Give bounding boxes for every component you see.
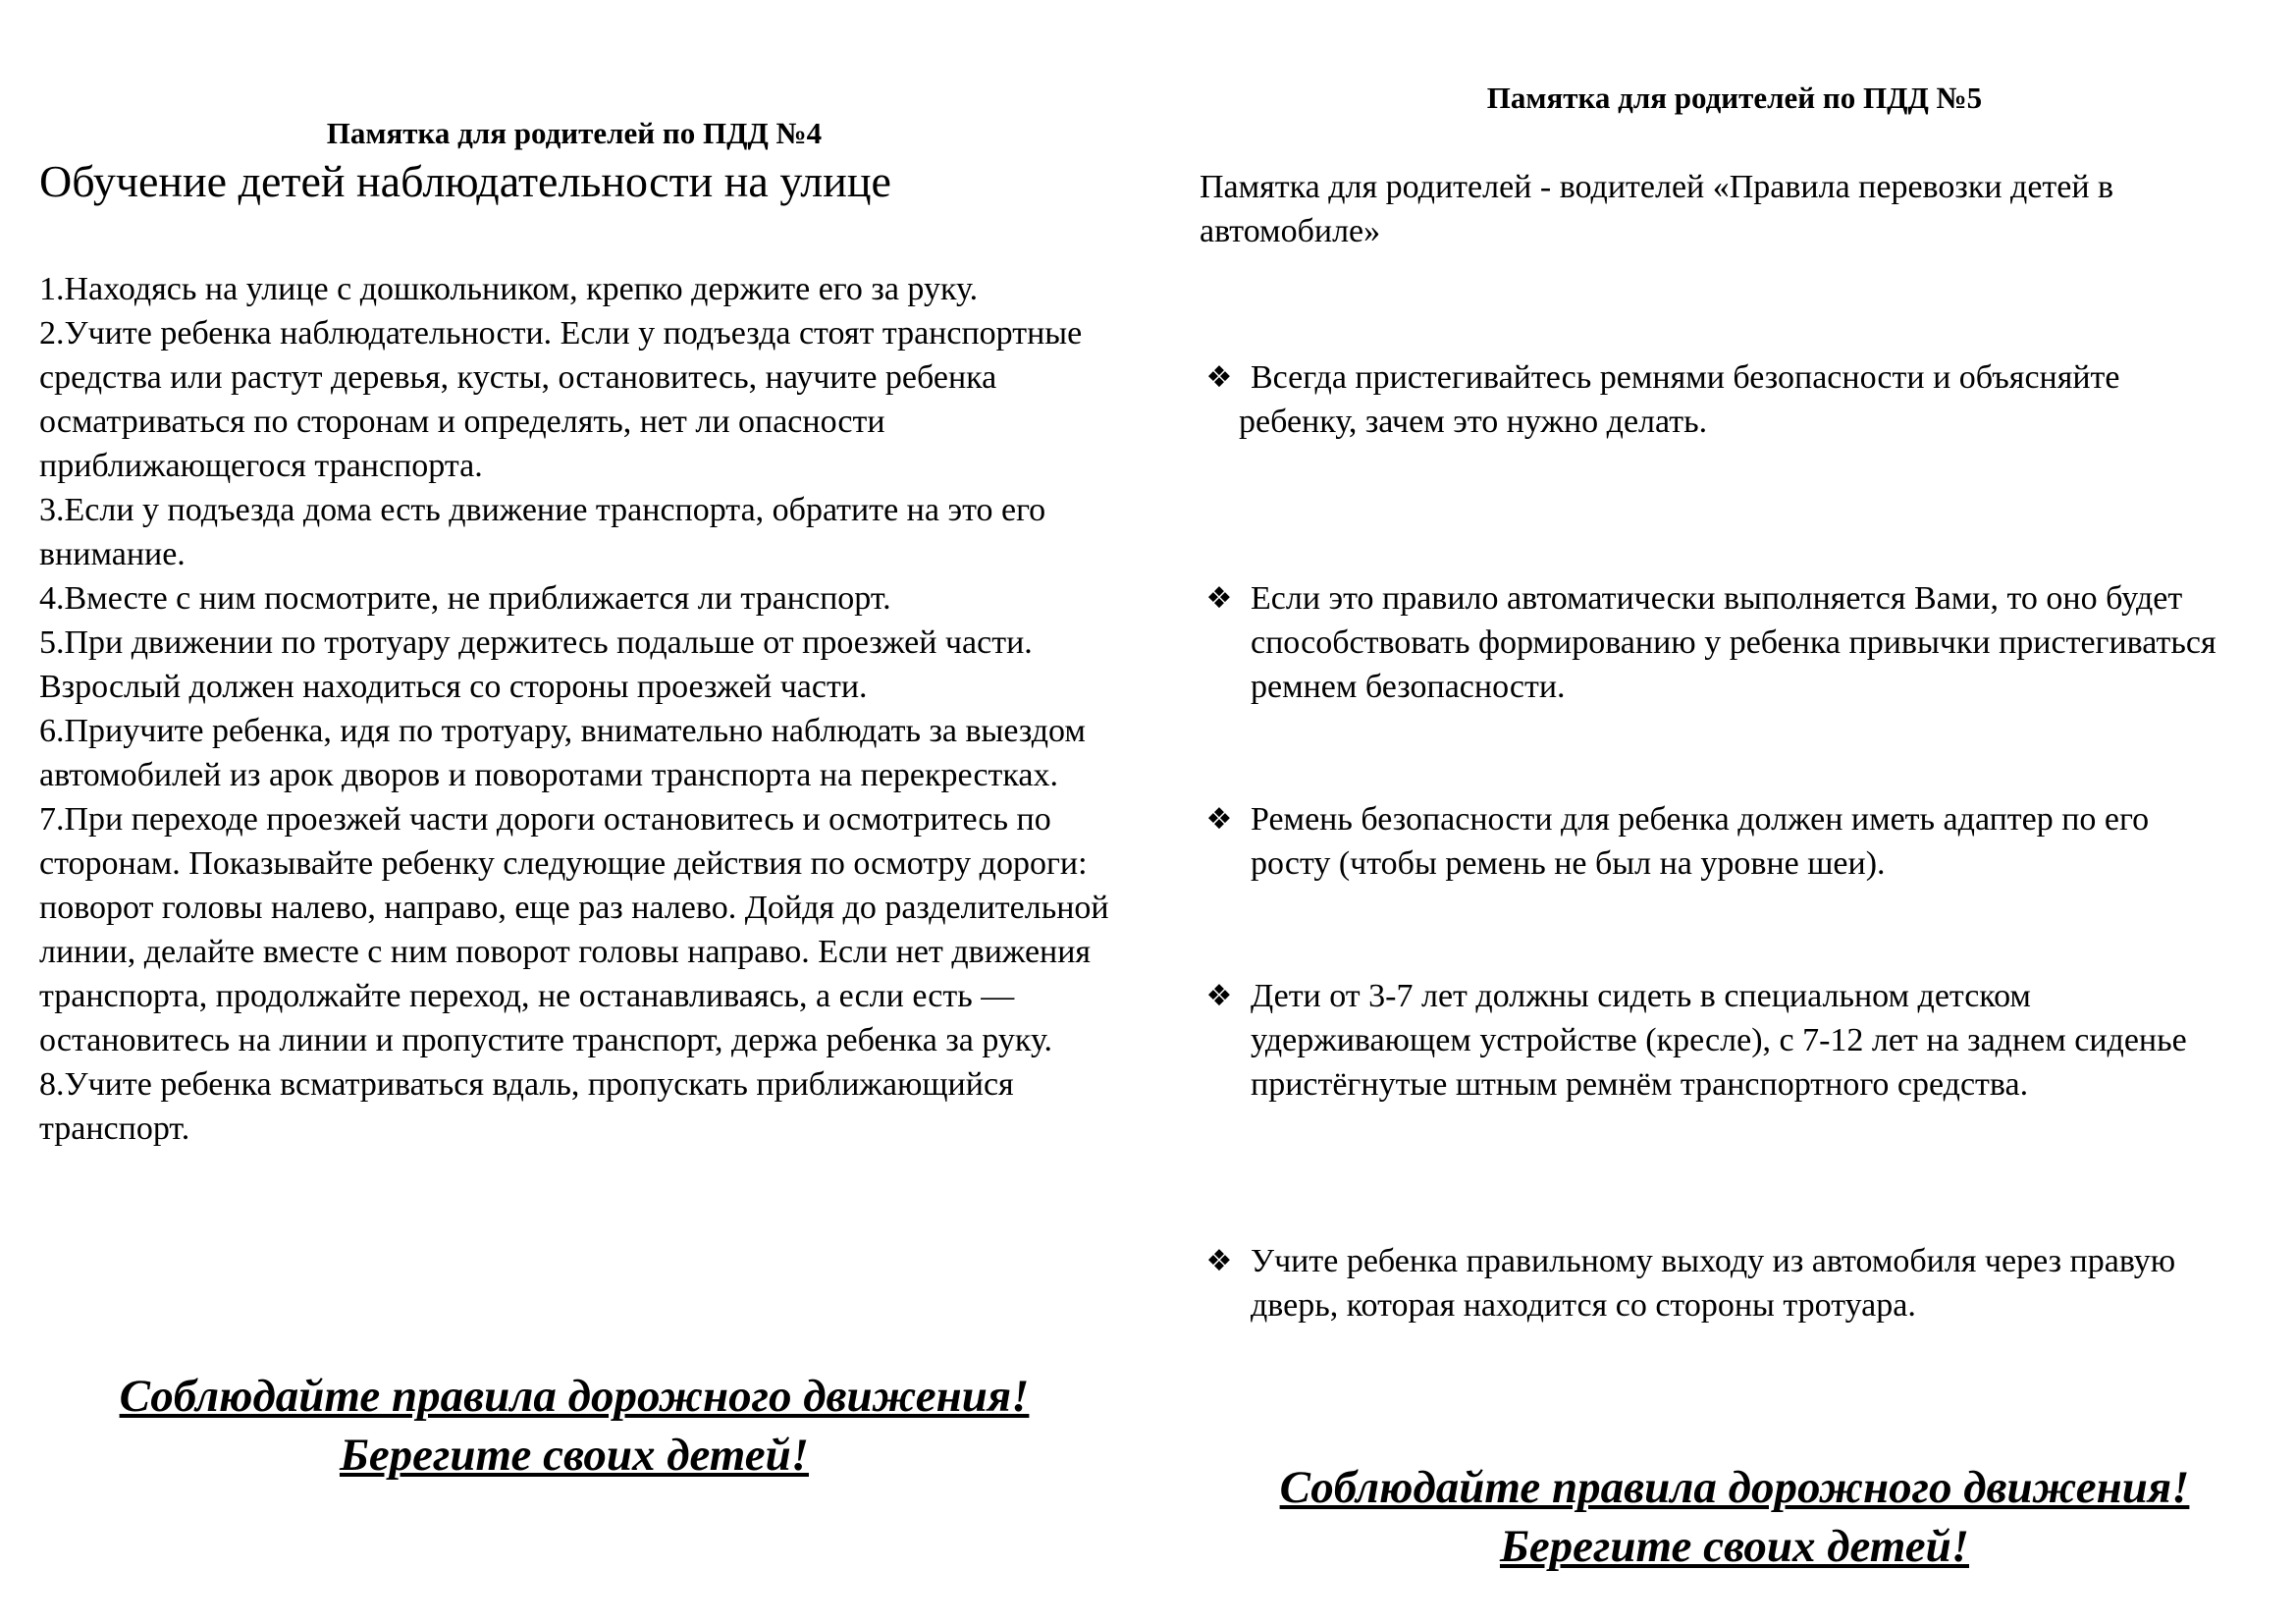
memo-4-step: 8.Учите ребенка всматриваться вдаль, пропускать приближающийся транспорт. bbox=[39, 1066, 1014, 1147]
rule-item bbox=[1205, 1239, 2232, 1327]
memo-4-step: 5.При движении по тротуару держитесь подальше от проезжей части. Взрослый должен находиться со стороны проезжей части. bbox=[39, 624, 1033, 705]
memo-4-step: 7.При переходе проезжей части дороги остановитесь и осмотритесь по сторонам. Показывайте ребенку следующие действия по осмотру дороги: поворот головы налево, направо, еще раз налево. Дойдя до разделительной линии, делайте вместе с ним поворот головы направо. Если нет движения транспорта, продолжайте переход, не останавливаясь, а если есть — остановитесь на линии и пропустите транспорт, держа ребенка за руку. bbox=[39, 801, 1109, 1058]
memo-4-slogan bbox=[39, 1367, 1109, 1485]
rule-item bbox=[1205, 797, 2232, 886]
rule-item bbox=[1205, 974, 2232, 1107]
memo-4-step: 1.Находясь на улице с дошкольником, крепко держите его за руку. bbox=[39, 271, 979, 307]
rule-text: Учите ребенка правильному выходу из автомобиля через правую дверь, которая находится со стороны тротуара. bbox=[1251, 1243, 2176, 1324]
memo-4-step: 3.Если у подъезда дома есть движение транспорта, обратите на это его внимание. bbox=[39, 492, 1046, 572]
rule-item bbox=[1205, 355, 2232, 444]
memo-4-heading: Памятка для родителей по ПДД №4 bbox=[326, 116, 823, 150]
memo-5-slogan bbox=[1200, 1458, 2269, 1576]
rule-continuation: ребенку, зачем это нужно делать. bbox=[1239, 404, 1708, 440]
diamond-bullet-icon: ❖ bbox=[1205, 979, 1233, 1013]
memo-4-step: 6.Приучите ребенка, идя по тротуару, внимательно наблюдать за выездом автомобилей из арок дворов и поворотами транспорта на перекрестках. bbox=[39, 713, 1086, 793]
slogan-line: Берегите своих детей! bbox=[1499, 1521, 1970, 1572]
memo-4-step: 2.Учите ребенка наблюдательности. Если у подъезда стоят транспортные средства или растут деревья, кусты, остановитесь, научите ребенка осматриваться по сторонам и определять, нет ли опасности приближающегося транспорта. bbox=[39, 315, 1083, 484]
slogan-line: Соблюдайте правила дорожного движения! bbox=[119, 1371, 1030, 1422]
memo-5-heading: Памятка для родителей по ПДД №5 bbox=[1486, 81, 1983, 115]
rule-text: Всегда пристегивайтесь ремнями безопасности и объясняйте bbox=[1251, 359, 2120, 396]
slogan-line: Берегите своих детей! bbox=[339, 1430, 810, 1481]
diamond-bullet-icon: ❖ bbox=[1205, 802, 1233, 837]
memo-5-subtitle: Памятка для родителей - водителей «Правила перевозки детей в автомобиле» bbox=[1200, 169, 2114, 249]
memo-4-step: 4.Вместе с ним посмотрите, не приближается ли транспорт. bbox=[39, 580, 891, 617]
slogan-line: Соблюдайте правила дорожного движения! bbox=[1279, 1462, 2190, 1513]
rule-text: Дети от 3-7 лет должны сидеть в специальном детском удерживающем устройстве (кресле), с 7-12 лет на заднем сиденье пристёгнутые штным ремнём транспортного средства. bbox=[1251, 978, 2187, 1103]
diamond-bullet-icon: ❖ bbox=[1205, 360, 1233, 395]
memo-4-steps bbox=[39, 267, 1129, 1151]
rule-item bbox=[1205, 576, 2232, 709]
diamond-bullet-icon: ❖ bbox=[1205, 581, 1233, 616]
rule-text: Если это правило автоматически выполняется Вами, то оно будет способствовать формированию у ребенка привычки пристегиваться ремнем безопасности. bbox=[1251, 580, 2216, 705]
memo-4-subtitle: Обучение детей наблюдательности на улице bbox=[39, 156, 891, 206]
rule-text: Ремень безопасности для ребенка должен иметь адаптер по его росту (чтобы ремень не был на уровне шеи). bbox=[1251, 801, 2150, 882]
diamond-bullet-icon: ❖ bbox=[1205, 1244, 1233, 1278]
